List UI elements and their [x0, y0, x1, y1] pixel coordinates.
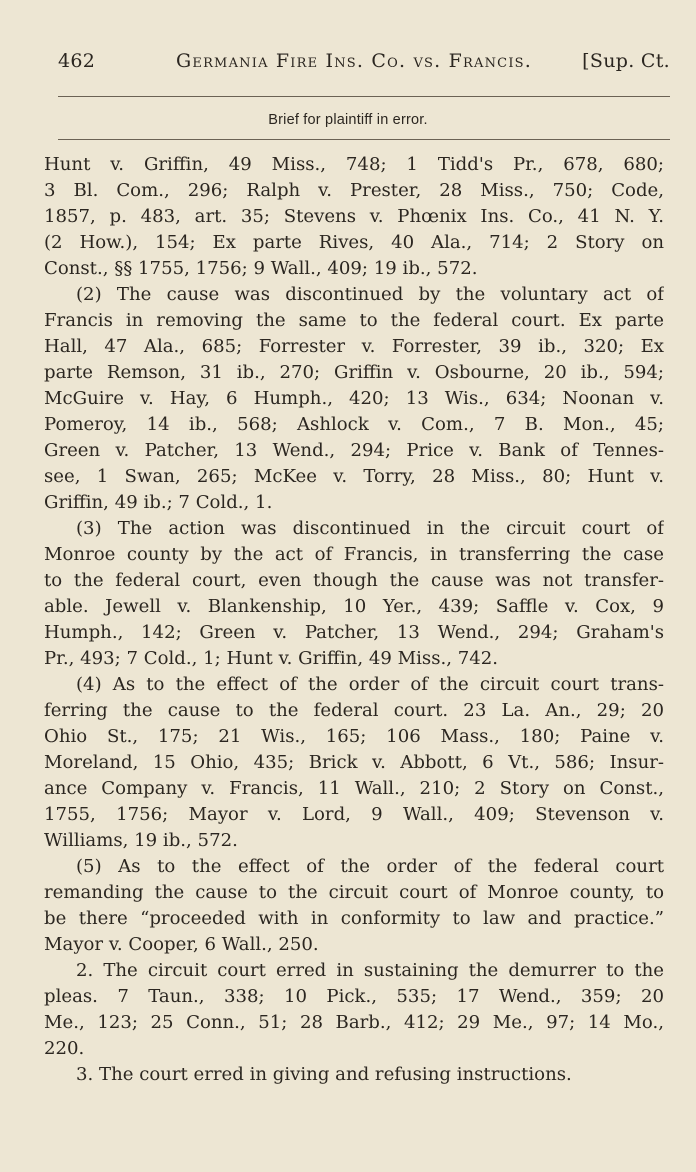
- text-line: to the federal court, even though the cause was not transfer-: [44, 570, 664, 591]
- text-line: Francis in removing the same to the federal court. Ex parte: [44, 310, 664, 331]
- text-line: remanding the cause to the circuit court of Monroe county, to: [44, 882, 664, 903]
- text-line: parte Remson, 31 ib., 270; Griffin v. Osbourne, 20 ib., 594;: [44, 362, 664, 383]
- text-line: Williams, 19 ib., 572.: [44, 830, 238, 851]
- text-line: able. Jewell v. Blankenship, 10 Yer., 439; Saffle v. Cox, 9: [44, 596, 664, 617]
- text-line: Me., 123; 25 Conn., 51; 28 Barb., 412; 29 Me., 97; 14 Mo.,: [44, 1012, 664, 1033]
- text-line: 220.: [44, 1038, 85, 1059]
- text-line: 3 Bl. Com., 296; Ralph v. Prester, 28 Miss., 750; Code,: [44, 180, 664, 201]
- text-line: Mayor v. Cooper, 6 Wall., 250.: [44, 934, 319, 955]
- text-line: pleas. 7 Taun., 338; 10 Pick., 535; 17 Wend., 359; 20: [44, 986, 664, 1007]
- text-line: 1857, p. 483, art. 35; Stevens v. Phœnix Ins. Co., 41 N. Y.: [44, 206, 664, 227]
- text-line: Humph., 142; Green v. Patcher, 13 Wend., 294; Graham's: [44, 622, 664, 643]
- court-tag: [Sup. Ct.: [582, 50, 670, 72]
- text-line: Monroe county by the act of Francis, in transferring the case: [44, 544, 664, 565]
- text-line: (3) The action was discontinued in the circuit court of: [76, 518, 664, 539]
- text-line: Pomeroy, 14 ib., 568; Ashlock v. Com., 7 B. Mon., 45;: [44, 414, 664, 435]
- text-line: 1755, 1756; Mayor v. Lord, 9 Wall., 409; Stevenson v.: [44, 804, 664, 825]
- text-line: see, 1 Swan, 265; McKee v. Torry, 28 Miss., 80; Hunt v.: [44, 466, 664, 487]
- text-line: Hall, 47 Ala., 685; Forrester v. Forrester, 39 ib., 320; Ex: [44, 336, 664, 357]
- running-title: Germania Fire Ins. Co. vs. Francis.: [176, 50, 533, 72]
- text-line: (2 How.), 154; Ex parte Rives, 40 Ala., 714; 2 Story on: [44, 232, 664, 253]
- header-rule: [58, 96, 670, 97]
- text-line: (4) As to the effect of the order of the circuit court trans-: [76, 674, 664, 695]
- text-line: 2. The circuit court erred in sustaining the demurrer to the: [76, 960, 664, 981]
- text-line: McGuire v. Hay, 6 Humph., 420; 13 Wis., 634; Noonan v.: [44, 388, 664, 409]
- text-line: Const., §§ 1755, 1756; 9 Wall., 409; 19 ib., 572.: [44, 258, 478, 279]
- text-line: (2) The cause was discontinued by the voluntary act of: [76, 284, 664, 305]
- text-line: Ohio St., 175; 21 Wis., 165; 106 Mass., 180; Paine v.: [44, 726, 664, 747]
- body-text: [44, 152, 664, 1088]
- page-number: 462: [58, 50, 96, 72]
- text-line: (5) As to the effect of the order of the federal court: [76, 856, 664, 877]
- subheader-rule: [58, 139, 670, 140]
- text-line: ferring the cause to the federal court. 23 La. An., 29; 20: [44, 700, 664, 721]
- text-line: Hunt v. Griffin, 49 Miss., 748; 1 Tidd's Pr., 678, 680;: [44, 154, 664, 175]
- text-line: be there “proceeded with in conformity to law and practice.”: [44, 908, 664, 929]
- text-line: Griffin, 49 ib.; 7 Cold., 1.: [44, 492, 273, 513]
- text-line: 3. The court erred in giving and refusing instructions.: [76, 1064, 572, 1085]
- brief-subheader: Brief for plaintiff in error.: [268, 112, 428, 128]
- text-line: Moreland, 15 Ohio, 435; Brick v. Abbott, 6 Vt., 586; Insur-: [44, 752, 664, 773]
- text-line: Pr., 493; 7 Cold., 1; Hunt v. Griffin, 49 Miss., 742.: [44, 648, 499, 669]
- text-line: Green v. Patcher, 13 Wend., 294; Price v. Bank of Tennes-: [44, 440, 664, 461]
- text-line: ance Company v. Francis, 11 Wall., 210; 2 Story on Const.,: [44, 778, 664, 799]
